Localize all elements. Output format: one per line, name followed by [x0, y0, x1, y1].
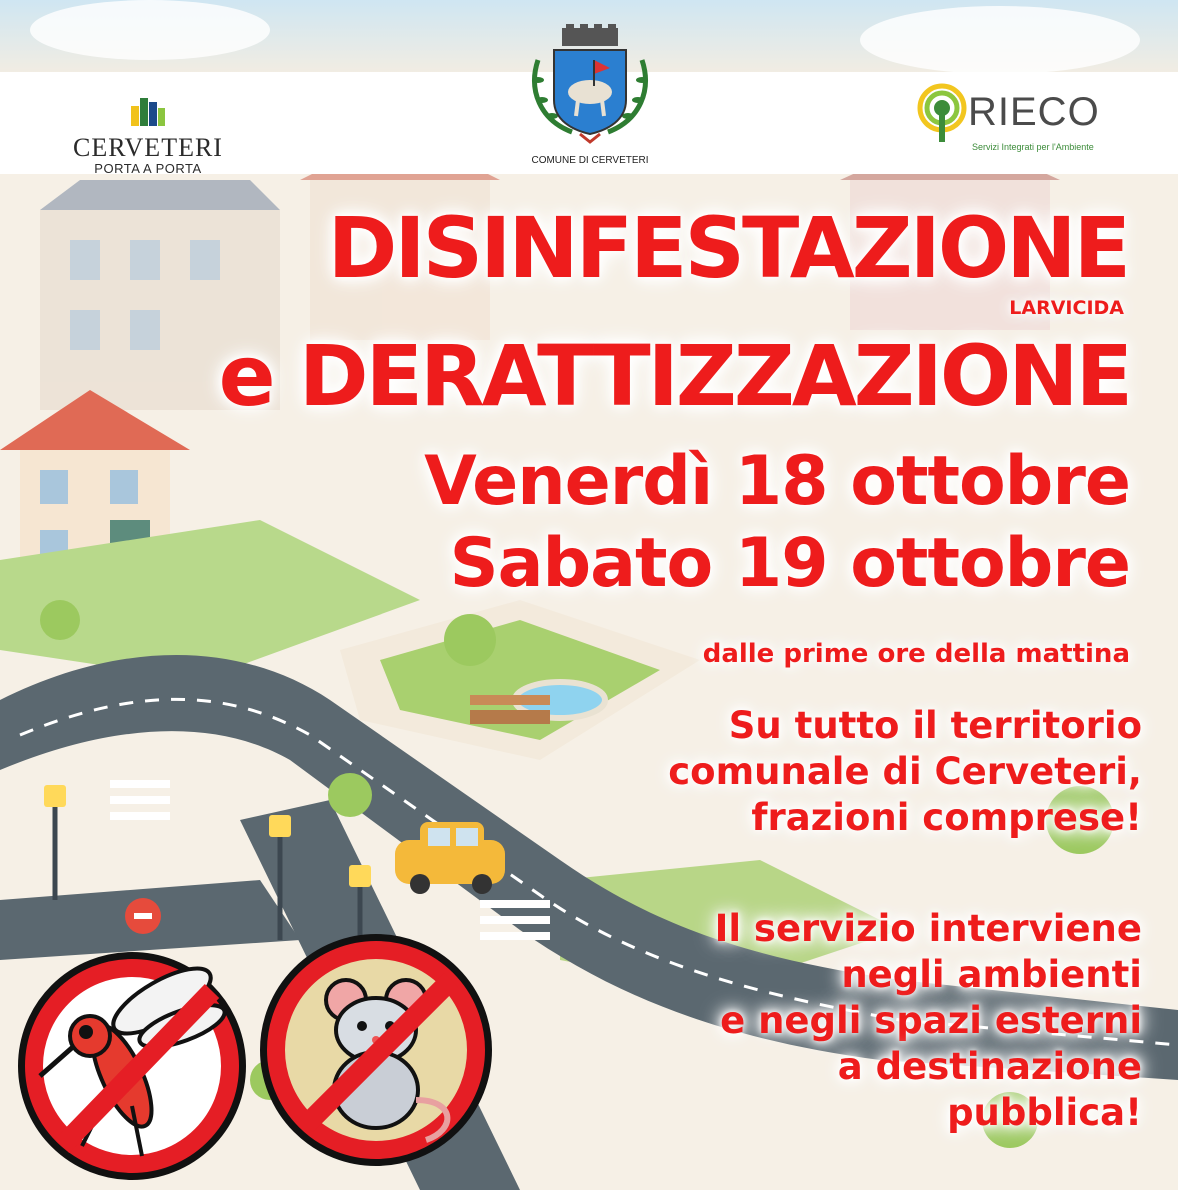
service-line: negli ambienti — [841, 953, 1142, 996]
area-line: frazioni comprese! — [751, 796, 1142, 839]
comune-di-cerveteri-logo — [520, 20, 660, 170]
rieco-logo — [916, 82, 1136, 162]
date-saturday: Sabato 19 ottobre — [449, 524, 1130, 603]
title-derattizzazione: e DERATTIZZAZIONE — [218, 327, 1130, 425]
title-larvicida: LARVICIDA — [1009, 297, 1124, 319]
service-line: pubblica! — [947, 1091, 1142, 1134]
no-mouse-icon — [256, 930, 496, 1170]
cerveteri-logo-sub: PORTA A PORTA — [94, 161, 202, 176]
service-line: e negli spazi esterni — [720, 999, 1142, 1042]
tower-icon — [129, 92, 167, 130]
comune-logo-label: COMUNE DI CERVETERI — [531, 155, 649, 166]
rieco-logo-name: RIECO — [968, 90, 1100, 134]
service-line: Il servizio interviene — [714, 907, 1142, 950]
service-paragraph — [715, 906, 1142, 1136]
title-disinfestazione: DISINFESTAZIONE — [327, 199, 1128, 297]
rieco-leaf-icon — [916, 82, 972, 146]
date-friday: Venerdì 18 ottobre — [424, 442, 1130, 521]
cerveteri-logo-name: CERVETERI — [73, 133, 223, 162]
time-note: dalle prime ore della mattina — [702, 639, 1130, 669]
coat-of-arms-icon — [520, 20, 660, 146]
rieco-logo-tagline: Servizi Integrati per l'Ambiente — [972, 142, 1094, 152]
area-line: comunale di Cerveteri, — [668, 750, 1142, 793]
service-line: a destinazione — [837, 1045, 1142, 1088]
area-line: Su tutto il territorio — [728, 704, 1142, 747]
area-paragraph — [668, 703, 1142, 841]
cerveteri-porta-a-porta-logo — [58, 80, 238, 176]
no-mosquito-icon — [12, 946, 252, 1186]
